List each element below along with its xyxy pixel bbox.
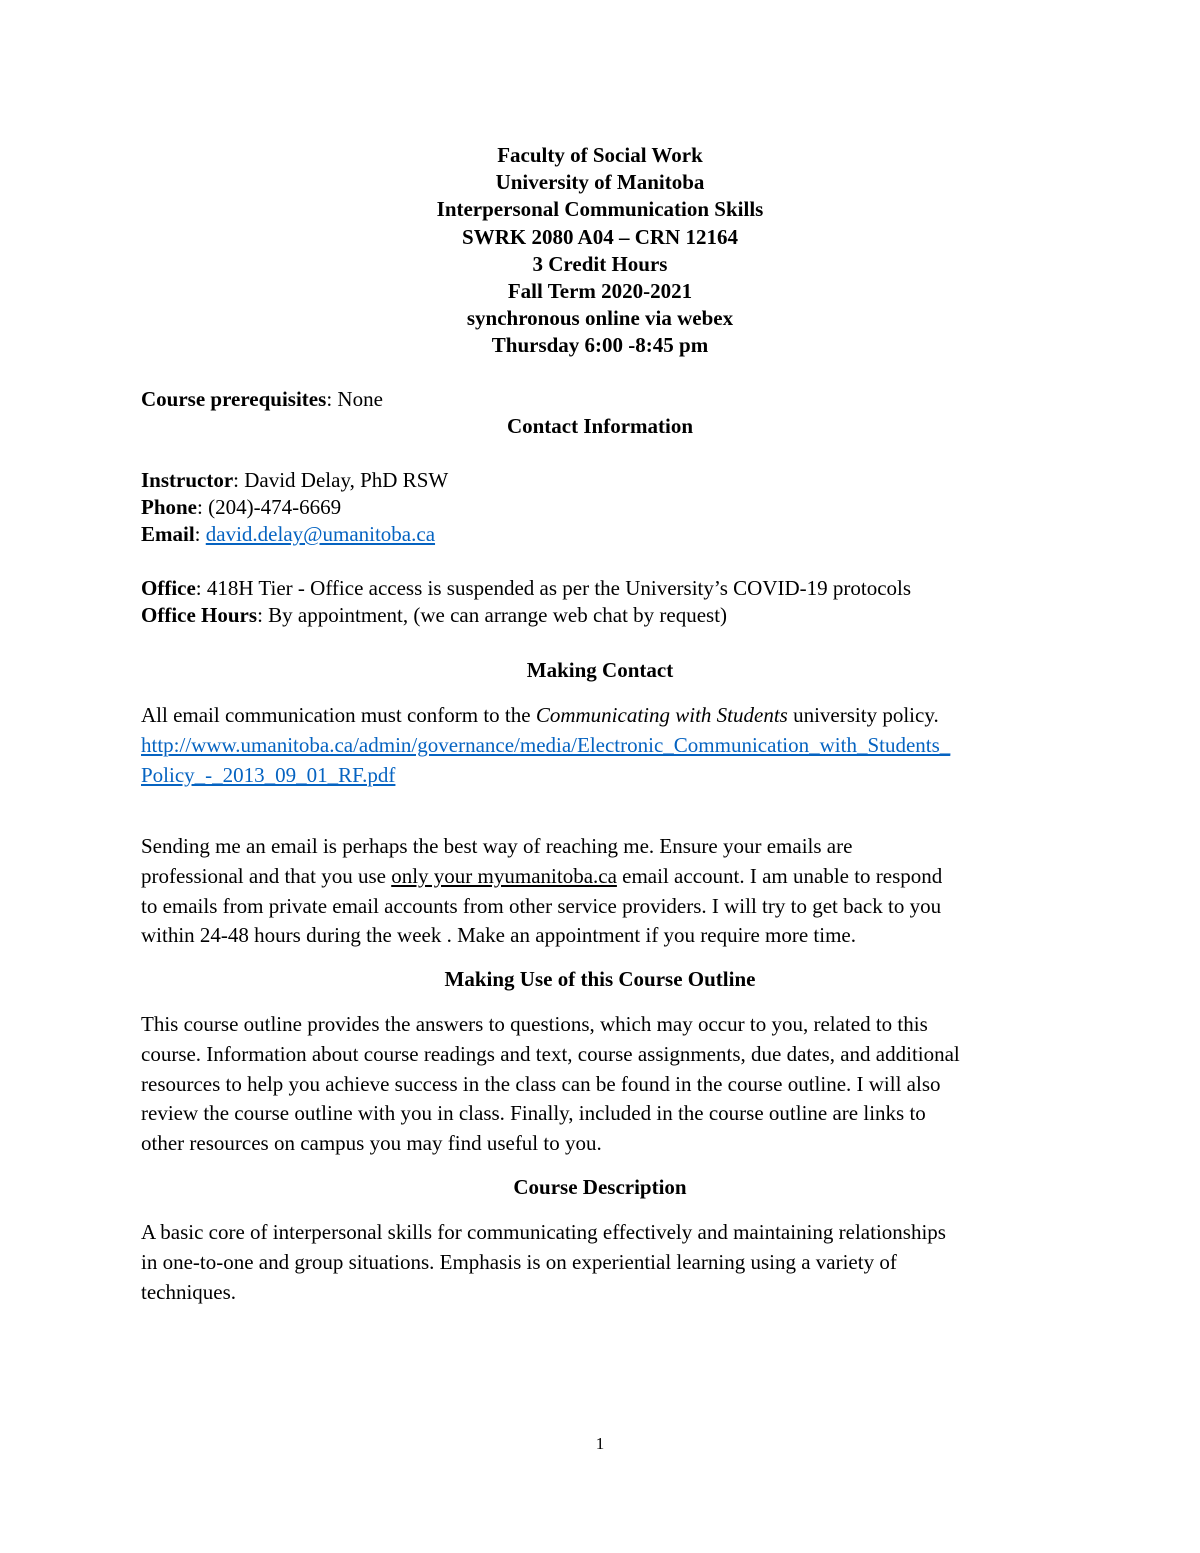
- instructor-value: : David Delay, PhD RSW: [233, 468, 449, 492]
- office-label: Office: [141, 576, 196, 600]
- email-guidance-paragraph: [141, 832, 1071, 951]
- course-description-paragraph: [141, 1218, 1071, 1307]
- policy-name: Communicating with Students: [535, 703, 788, 727]
- paragraph-line: review the course outline with you in class. Finally, included in the course outline are links to: [141, 1101, 926, 1126]
- making-contact-heading: Making Contact: [526, 658, 674, 682]
- paragraph-line: other resources on campus you may find useful to you.: [141, 1131, 602, 1156]
- instructor-line: [141, 467, 448, 494]
- header-line-course-code: SWRK 2080 A04 – CRN 12164: [462, 224, 738, 249]
- paragraph-line: A basic core of interpersonal skills for communicating effectively and maintaining relationships: [141, 1220, 946, 1244]
- page-number: 1: [595, 1434, 605, 1453]
- instructor-label: Instructor: [141, 468, 234, 492]
- course-outline-heading: Making Use of this Course Outline: [444, 967, 756, 991]
- header-line-university: University of Manitoba: [495, 170, 705, 195]
- policy-link-part-2[interactable]: Policy_-_2013_09_01_RF.pdf: [141, 762, 396, 787]
- policy-link-part-1[interactable]: http://www.umanitoba.ca/admin/governance/media/Electronic_Communication_with_Students_: [141, 732, 951, 757]
- paragraph-line: to emails from private email accounts from other service providers. I will try to get back to you: [141, 893, 942, 918]
- text-run: professional and that you use: [141, 863, 392, 888]
- paragraph-line: techniques.: [141, 1279, 237, 1304]
- prerequisites-line: [141, 386, 383, 413]
- header-line-faculty: Faculty of Social Work: [497, 143, 703, 167]
- office-value: : 418H Tier - Office access is suspended as per the University’s COVID-19 protocols: [195, 576, 912, 600]
- paragraph-line: [141, 862, 1071, 892]
- header-line-schedule: Thursday 6:00 -8:45 pm: [491, 333, 709, 358]
- policy-paragraph: [141, 701, 1071, 790]
- paragraph-line: course. Information about course readings and text, course assignments, due dates, and additional: [141, 1041, 960, 1066]
- course-outline-paragraph: [141, 1010, 1071, 1159]
- policy-text-pre: All email communication must conform to the: [141, 703, 536, 727]
- header-line-course-title: Interpersonal Communication Skills: [436, 197, 764, 222]
- course-header: [0, 142, 1200, 360]
- course-description-heading: Course Description: [513, 1175, 687, 1199]
- email-line: [141, 521, 435, 548]
- contact-information-heading: Contact Information: [506, 414, 694, 438]
- phone-value: : (204)-474-6669: [197, 495, 342, 519]
- header-line-term: Fall Term 2020-2021: [507, 279, 693, 304]
- text-run: email account. I am unable to respond: [616, 863, 943, 888]
- paragraph-line: in one-to-one and group situations. Emphasis is on experiential learning using a variety of: [141, 1249, 897, 1274]
- prerequisites-label: Course prerequisites: [141, 387, 327, 411]
- email-separator: :: [194, 522, 206, 546]
- office-hours-label: Office Hours: [141, 603, 258, 627]
- paragraph-line: within 24-48 hours during the week . Make an appointment if you require more time.: [141, 923, 856, 948]
- policy-link-line-2[interactable]: [141, 761, 1071, 791]
- phone-label: Phone: [141, 495, 198, 519]
- office-hours-line: [141, 602, 727, 629]
- office-line: [141, 575, 911, 602]
- underlined-text: only your myumanitoba.ca: [391, 863, 617, 888]
- email-label: Email: [141, 522, 195, 546]
- header-line-credit-hours: 3 Credit Hours: [532, 251, 668, 276]
- prerequisites-value: : None: [326, 387, 383, 411]
- policy-line: [141, 701, 1071, 731]
- paragraph-line: resources to help you achieve success in the class can be found in the course outline. I will also: [141, 1071, 941, 1096]
- header-line-delivery: synchronous online via webex: [466, 306, 734, 331]
- office-hours-value: : By appointment, (we can arrange web chat by request): [257, 603, 728, 627]
- phone-line: [141, 494, 341, 521]
- paragraph-line: This course outline provides the answers to questions, which may occur to you, related to this: [141, 1012, 928, 1036]
- email-link[interactable]: david.delay@umanitoba.ca: [205, 522, 436, 546]
- policy-link-line-1[interactable]: [141, 731, 1071, 761]
- paragraph-line: Sending me an email is perhaps the best way of reaching me. Ensure your emails are: [141, 834, 853, 858]
- policy-text-post: university policy.: [787, 703, 939, 727]
